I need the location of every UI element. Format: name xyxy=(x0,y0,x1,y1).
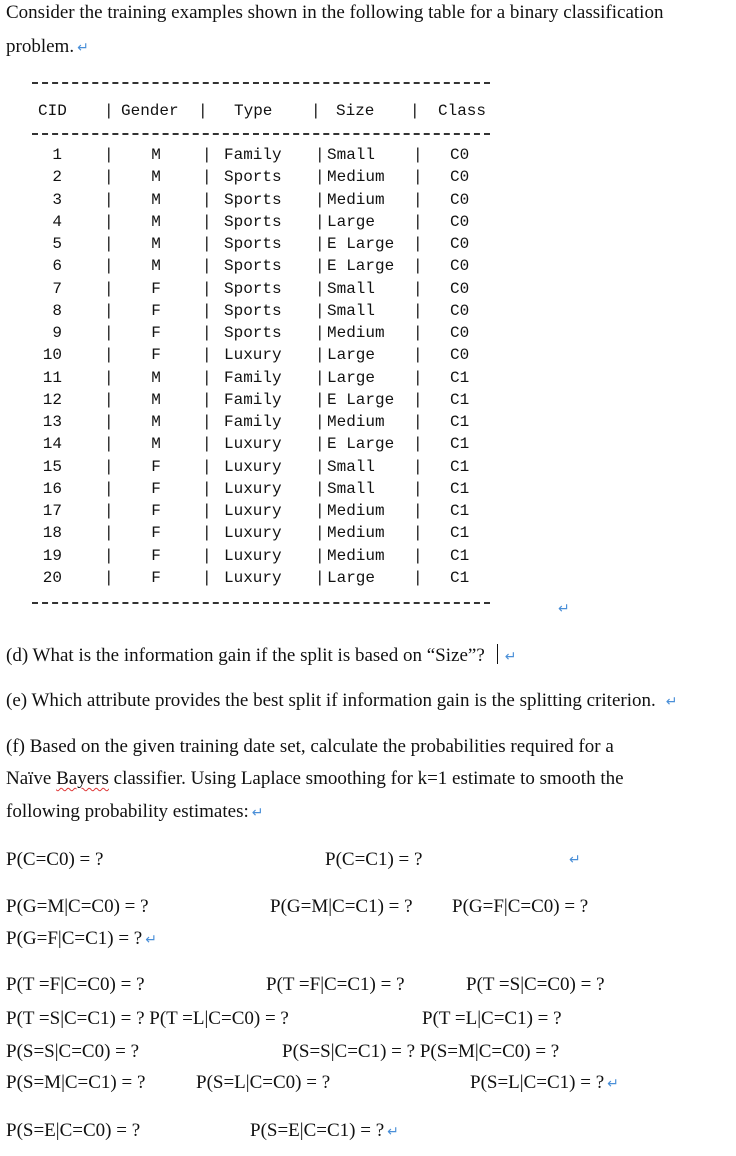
cell-cid: 1 xyxy=(52,146,62,164)
cell-size: E Large xyxy=(327,390,395,409)
cell-size: Medium xyxy=(327,524,385,543)
cell-class: C1 xyxy=(450,479,470,498)
prob-s-s-c0: P(S=S|C=C0) = ? xyxy=(6,1041,140,1062)
cell-sep: | xyxy=(315,324,325,342)
cell-gender: F xyxy=(151,479,161,498)
cell-type: Luxury xyxy=(224,524,282,543)
cell-cid: 15 xyxy=(42,457,62,476)
prob-c0: P(C=C0) = ? xyxy=(6,849,104,870)
cell-sep: | xyxy=(315,146,325,164)
cell-sep: | xyxy=(413,212,423,231)
table-header xyxy=(0,102,736,124)
cell-gender: M xyxy=(151,168,161,187)
cell-class: C0 xyxy=(450,301,470,320)
cell-size: Medium xyxy=(327,168,385,187)
cell-sep: | xyxy=(315,457,325,476)
cell-size: Medium xyxy=(327,502,385,520)
cell-type: Sports xyxy=(224,235,282,253)
header-sep: | xyxy=(198,102,208,120)
cell-size: Small xyxy=(327,301,376,320)
paragraph-mark-icon: ↵ xyxy=(558,601,570,617)
cell-sep: | xyxy=(104,257,114,276)
table-row xyxy=(0,213,736,235)
cell-class: C1 xyxy=(450,368,470,387)
cell-sep: | xyxy=(202,212,212,231)
cell-size: Small xyxy=(327,479,376,498)
cell-sep: | xyxy=(202,146,212,164)
prob-t-l-c1: P(T =L|C=C1) = ? xyxy=(422,1008,562,1029)
cell-sep: | xyxy=(104,190,114,209)
question-f-line-3: following probability estimates: ↵ xyxy=(6,801,264,822)
cell-sep: | xyxy=(104,368,114,387)
prob-t-s-c0: P(T =S|C=C0) = ? xyxy=(466,974,605,995)
intro-line-1: Consider the training examples shown in the following table for a binary classification xyxy=(6,2,664,23)
table-row xyxy=(0,346,736,368)
cell-type: Luxury xyxy=(224,546,282,565)
cell-sep: | xyxy=(104,279,114,298)
cell-sep: | xyxy=(202,168,212,187)
header-size: Size xyxy=(336,102,375,120)
cell-size: E Large xyxy=(327,435,395,454)
header-sep: | xyxy=(104,102,114,120)
header-gender: Gender xyxy=(121,102,179,120)
cell-cid: 16 xyxy=(42,479,62,498)
cell-sep: | xyxy=(315,368,325,387)
cell-gender: M xyxy=(151,390,161,409)
cell-sep: | xyxy=(202,568,212,587)
cell-type: Luxury xyxy=(224,568,282,587)
prob-t-f-c1: P(T =F|C=C1) = ? xyxy=(266,974,405,995)
cell-class: C1 xyxy=(450,568,470,587)
cell-sep: | xyxy=(413,524,423,543)
table-row xyxy=(0,191,736,213)
cell-sep: | xyxy=(104,413,114,431)
table-rule-top xyxy=(32,82,490,84)
intro-line-2: problem. ↵ xyxy=(6,36,89,57)
prob-c1: P(C=C1) = ? xyxy=(325,849,423,870)
header-type: Type xyxy=(234,102,273,120)
cell-size: Medium xyxy=(327,413,385,431)
cell-cid: 3 xyxy=(52,190,62,209)
cell-sep: | xyxy=(413,546,423,565)
prob-t-s-c1-t-l-c0: P(T =S|C=C1) = ? P(T =L|C=C0) = ? xyxy=(6,1008,289,1029)
table-row xyxy=(0,302,736,324)
cell-sep: | xyxy=(202,235,212,253)
cell-sep: | xyxy=(315,546,325,565)
cell-sep: | xyxy=(315,279,325,298)
cell-sep: | xyxy=(202,190,212,209)
cell-sep: | xyxy=(413,168,423,187)
cell-gender: F xyxy=(151,279,161,298)
cell-sep: | xyxy=(315,390,325,409)
cell-size: Large xyxy=(327,568,376,587)
cell-sep: | xyxy=(315,568,325,587)
cell-cid: 5 xyxy=(52,235,62,253)
cell-type: Sports xyxy=(224,324,282,342)
cell-type: Sports xyxy=(224,279,282,298)
cell-type: Luxury xyxy=(224,435,282,454)
cell-gender: M xyxy=(151,235,161,253)
cell-cid: 2 xyxy=(52,168,62,187)
cell-class: C0 xyxy=(450,235,470,253)
cell-sep: | xyxy=(104,324,114,342)
cell-class: C0 xyxy=(450,190,470,209)
cell-sep: | xyxy=(413,324,423,342)
cell-sep: | xyxy=(315,479,325,498)
prob-s-l-c1: P(S=L|C=C1) = ? ↵ xyxy=(470,1072,619,1093)
cell-class: C0 xyxy=(450,279,470,298)
cell-sep: | xyxy=(315,190,325,209)
cell-class: C0 xyxy=(450,212,470,231)
prob-s-l-c0: P(S=L|C=C0) = ? xyxy=(196,1072,331,1093)
cell-gender: F xyxy=(151,546,161,565)
cell-sep: | xyxy=(104,146,114,164)
cell-sep: | xyxy=(413,368,423,387)
cell-sep: | xyxy=(413,479,423,498)
cell-gender: M xyxy=(151,368,161,387)
cell-size: Small xyxy=(327,457,376,476)
cell-sep: | xyxy=(104,568,114,587)
cell-gender: F xyxy=(151,346,161,365)
cell-sep: | xyxy=(202,301,212,320)
cell-sep: | xyxy=(315,257,325,276)
cell-cid: 6 xyxy=(52,257,62,276)
cell-gender: M xyxy=(151,257,161,276)
cell-sep: | xyxy=(202,524,212,543)
cell-sep: | xyxy=(104,479,114,498)
cell-size: Large xyxy=(327,346,376,365)
cell-size: Medium xyxy=(327,190,385,209)
table-row xyxy=(0,235,736,257)
cell-class: C1 xyxy=(450,390,470,409)
table-row xyxy=(0,458,736,480)
cell-gender: M xyxy=(151,212,161,231)
cell-gender: F xyxy=(151,301,161,320)
cell-type: Luxury xyxy=(224,346,282,365)
cell-sep: | xyxy=(315,235,325,253)
table-rule-header xyxy=(32,133,490,135)
cell-type: Luxury xyxy=(224,479,282,498)
cell-type: Luxury xyxy=(224,502,282,520)
cell-cid: 11 xyxy=(42,368,62,387)
cell-cid: 8 xyxy=(52,301,62,320)
paragraph-mark-icon: ↵ xyxy=(569,852,581,868)
table-row xyxy=(0,524,736,546)
cell-sep: | xyxy=(413,457,423,476)
cell-sep: | xyxy=(202,324,212,342)
question-d: (d) What is the information gain if the split is based on “Size”? ↵ xyxy=(6,645,517,666)
cell-sep: | xyxy=(104,168,114,187)
question-e: (e) Which attribute provides the best split if information gain is the splitting criterion. ↵ xyxy=(6,690,678,711)
table-row xyxy=(0,547,736,569)
cell-type: Family xyxy=(224,368,282,387)
cell-cid: 18 xyxy=(42,524,62,543)
cell-sep: | xyxy=(413,413,423,431)
cell-size: Large xyxy=(327,212,376,231)
table-row xyxy=(0,257,736,279)
cell-class: C0 xyxy=(450,346,470,365)
cell-cid: 4 xyxy=(52,212,62,231)
cell-gender: F xyxy=(151,324,161,342)
cell-type: Luxury xyxy=(224,457,282,476)
cell-size: Small xyxy=(327,146,376,164)
prob-s-m-c1: P(S=M|C=C1) = ? xyxy=(6,1072,146,1093)
cell-type: Sports xyxy=(224,212,282,231)
table-row xyxy=(0,369,736,391)
cell-sep: | xyxy=(104,457,114,476)
cell-gender: M xyxy=(151,190,161,209)
cell-size: Large xyxy=(327,368,376,387)
cell-sep: | xyxy=(202,390,212,409)
cell-type: Family xyxy=(224,390,282,409)
cell-sep: | xyxy=(104,435,114,454)
cell-gender: F xyxy=(151,568,161,587)
prob-s-e-c0: P(S=E|C=C0) = ? xyxy=(6,1120,141,1141)
cell-sep: | xyxy=(104,301,114,320)
cell-sep: | xyxy=(413,301,423,320)
cell-gender: M xyxy=(151,413,161,431)
question-f-line-2: Naïve Bayers classifier. Using Laplace smoothing for k=1 estimate to smooth the xyxy=(6,768,624,789)
cell-sep: | xyxy=(202,413,212,431)
table-row xyxy=(0,413,736,435)
cell-sep: | xyxy=(202,346,212,365)
table-row xyxy=(0,502,736,524)
cell-type: Sports xyxy=(224,168,282,187)
cell-cid: 9 xyxy=(52,324,62,342)
prob-g-f-c1: P(G=F|C=C1) = ? ↵ xyxy=(6,928,157,949)
table-row xyxy=(0,480,736,502)
cell-cid: 12 xyxy=(42,390,62,409)
cell-sep: | xyxy=(413,502,423,520)
cell-type: Sports xyxy=(224,190,282,209)
cell-gender: M xyxy=(151,435,161,454)
cell-sep: | xyxy=(413,568,423,587)
cell-sep: | xyxy=(413,257,423,276)
text-cursor xyxy=(497,644,498,664)
cell-cid: 14 xyxy=(42,435,62,454)
table-row xyxy=(0,324,736,346)
cell-sep: | xyxy=(104,235,114,253)
table-rule-bottom xyxy=(32,602,490,604)
table-row xyxy=(0,168,736,190)
cell-type: Family xyxy=(224,413,282,431)
cell-size: E Large xyxy=(327,235,395,253)
cell-sep: | xyxy=(202,257,212,276)
cell-sep: | xyxy=(202,435,212,454)
cell-sep: | xyxy=(104,524,114,543)
cell-gender: M xyxy=(151,146,161,164)
cell-class: C1 xyxy=(450,457,470,476)
cell-cid: 7 xyxy=(52,279,62,298)
header-cid: CID xyxy=(38,102,67,120)
header-sep: | xyxy=(410,102,420,120)
cell-sep: | xyxy=(315,212,325,231)
prob-s-s-c1-s-m-c0: P(S=S|C=C1) = ? P(S=M|C=C0) = ? xyxy=(282,1041,560,1062)
cell-sep: | xyxy=(315,301,325,320)
cell-sep: | xyxy=(315,168,325,187)
cell-class: C0 xyxy=(450,146,470,164)
table-row xyxy=(0,391,736,413)
cell-sep: | xyxy=(413,235,423,253)
cell-sep: | xyxy=(413,346,423,365)
table-row xyxy=(0,435,736,457)
cell-sep: | xyxy=(202,457,212,476)
cell-size: E Large xyxy=(327,257,395,276)
cell-sep: | xyxy=(413,435,423,454)
cell-gender: F xyxy=(151,502,161,520)
cell-class: C1 xyxy=(450,524,470,543)
cell-type: Sports xyxy=(224,257,282,276)
cell-sep: | xyxy=(202,279,212,298)
paragraph-mark-icon: ↵ xyxy=(77,40,89,56)
cell-class: C1 xyxy=(450,546,470,565)
cell-cid: 10 xyxy=(42,346,62,365)
cell-sep: | xyxy=(315,435,325,454)
cell-type: Family xyxy=(224,146,282,164)
cell-sep: | xyxy=(104,546,114,565)
cell-sep: | xyxy=(413,390,423,409)
prob-t-f-c0: P(T =F|C=C0) = ? xyxy=(6,974,145,995)
cell-class: C0 xyxy=(450,168,470,187)
cell-class: C0 xyxy=(450,324,470,342)
cell-cid: 17 xyxy=(42,502,62,520)
cell-class: C1 xyxy=(450,413,470,431)
cell-size: Medium xyxy=(327,546,385,565)
cell-sep: | xyxy=(315,413,325,431)
table-row xyxy=(0,280,736,302)
cell-sep: | xyxy=(413,190,423,209)
cell-sep: | xyxy=(315,502,325,520)
cell-sep: | xyxy=(104,212,114,231)
table-row xyxy=(0,569,736,591)
cell-type: Sports xyxy=(224,301,282,320)
cell-sep: | xyxy=(413,146,423,164)
question-f-line-1: (f) Based on the given training date set, calculate the probabilities required for a xyxy=(6,736,614,757)
cell-cid: 19 xyxy=(42,546,62,565)
cell-gender: F xyxy=(151,457,161,476)
cell-sep: | xyxy=(315,524,325,543)
header-class: Class xyxy=(438,102,487,120)
cell-sep: | xyxy=(104,390,114,409)
cell-cid: 20 xyxy=(42,568,62,587)
cell-sep: | xyxy=(104,502,114,520)
cell-size: Small xyxy=(327,279,376,298)
cell-class: C0 xyxy=(450,257,470,276)
prob-s-e-c1: P(S=E|C=C1) = ? ↵ xyxy=(250,1120,399,1141)
cell-class: C1 xyxy=(450,502,470,520)
cell-cid: 13 xyxy=(42,413,62,431)
cell-sep: | xyxy=(315,346,325,365)
prob-g-f-c0: P(G=F|C=C0) = ? xyxy=(452,896,589,917)
misspelled-word: Bayers xyxy=(56,768,109,789)
cell-sep: | xyxy=(202,368,212,387)
header-sep: | xyxy=(311,102,321,120)
table-row xyxy=(0,146,736,168)
cell-sep: | xyxy=(413,279,423,298)
prob-g-m-c1: P(G=M|C=C1) = ? xyxy=(270,896,413,917)
cell-size: Medium xyxy=(327,324,385,342)
cell-sep: | xyxy=(202,479,212,498)
prob-g-m-c0: P(G=M|C=C0) = ? xyxy=(6,896,149,917)
cell-gender: F xyxy=(151,524,161,543)
cell-sep: | xyxy=(202,546,212,565)
cell-class: C1 xyxy=(450,435,470,454)
cell-sep: | xyxy=(202,502,212,520)
cell-sep: | xyxy=(104,346,114,365)
